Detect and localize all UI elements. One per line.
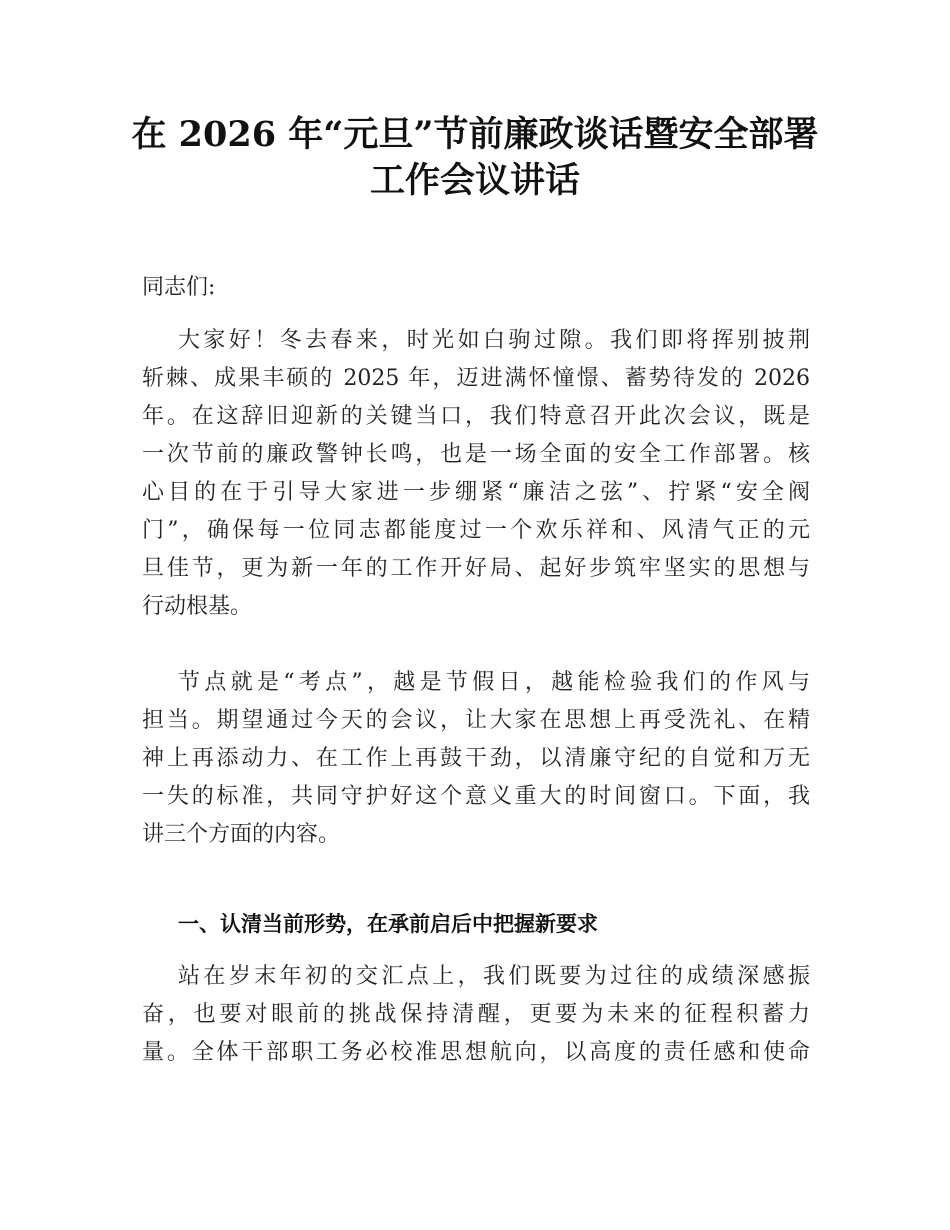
salutation: 同志们: [142,275,216,300]
paragraph-line: 量。全体干部职工务必校准思想航向，以高度的责任感和使命 [142,1040,810,1065]
paragraph-opening [142,322,810,626]
paragraph-line: 讲三个方面的内容。 [142,822,341,847]
paragraph-line: 一失的标准，共同守护好这个意义重大的时间窗口。下面，我 [142,784,810,809]
paragraph-line: 节点就是“考点”，越是节假日，越能检验我们的作风与 [178,670,810,695]
paragraph-line: 一次节前的廉政警钟长鸣，也是一场全面的安全工作部署。核 [142,442,810,467]
paragraph-line: 站在岁末年初的交汇点上，我们既要为过往的成绩深感振 [178,964,810,989]
paragraph-line: 年。在这辞旧迎新的关键当口，我们特意召开此次会议，既是 [142,404,810,429]
paragraph-intro [142,664,810,854]
paragraph-line: 大家好！冬去春来，时光如白驹过隙。我们即将挥别披荆 [178,328,810,353]
paragraph-line: 神上再添动力、在工作上再鼓干劲，以清廉守纪的自觉和万无 [142,746,810,771]
paragraph-line: 门”，确保每一位同志都能度过一个欢乐祥和、风清气正的元 [142,518,810,543]
paragraph-section-one [142,958,810,1072]
section-heading: 一、认清当前形势，在承前启后中把握新要求 [178,912,598,936]
document-title-line-2: 工作会议讲话 [369,160,580,201]
paragraph-line: 奋，也要对眼前的挑战保持清醒，更要为未来的征程积蓄力 [142,1002,810,1027]
paragraph-line: 行动根基。 [142,594,253,619]
document-title-line-1: 在 2026 年“元旦”节前廉政谈话暨安全部署 [131,114,819,155]
paragraph-line: 旦佳节，更为新一年的工作开好局、起好步筑牢坚实的思想与 [142,556,810,581]
paragraph-line: 心目的在于引导大家进一步绷紧“廉洁之弦”、拧紧“安全阀 [142,480,810,505]
paragraph-line: 担当。期望通过今天的会议，让大家在思想上再受洗礼、在精 [142,708,810,733]
paragraph-line: 斩棘、成果丰硕的 2025 年，迈进满怀憧憬、蓄势待发的 2026 [142,366,810,391]
